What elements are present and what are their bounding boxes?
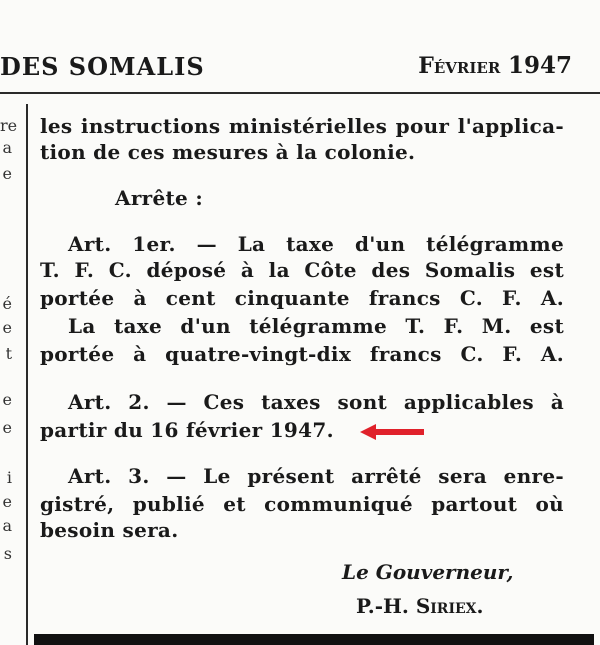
left-column-fragment: s	[3, 544, 12, 563]
article-1-line: portée à quatre-vingt-dix francs C. F. A.	[40, 342, 564, 366]
left-column-fragment: e	[2, 390, 12, 409]
article-3-line: besoin sera.	[40, 518, 179, 542]
left-column-fragment: é	[2, 294, 12, 313]
running-header-title: DES SOMALIS	[0, 52, 205, 81]
signature-title: Le Gouverneur,	[342, 560, 514, 584]
article-3-line: Art. 3. — Le présent arrêté sera enre-	[68, 464, 564, 488]
left-column-fragment: a	[2, 138, 12, 157]
column-separator	[26, 104, 28, 645]
text-line: les instructions ministérielles pour l'applica-	[40, 114, 564, 138]
article-1-line: T. F. C. déposé à la Côte des Somalis est	[40, 258, 564, 282]
left-column-fragment: t	[5, 344, 12, 363]
arrete-heading: Arrête :	[115, 186, 204, 210]
bottom-rule	[34, 634, 594, 645]
left-column-fragment: e	[2, 492, 12, 511]
article-1-line: portée à cent cinquante francs C. F. A.	[40, 286, 564, 310]
left-column-fragment: a	[2, 516, 12, 535]
left-column-fragment: e	[2, 418, 12, 437]
left-column-fragment: re	[0, 116, 18, 135]
left-column-fragment: e	[2, 318, 12, 337]
article-1-line: La taxe d'un télégramme T. F. M. est	[68, 314, 564, 338]
article-1-line: Art. 1er. — La taxe d'un télégramme	[68, 232, 564, 256]
arrow-head	[360, 424, 376, 440]
article-2-line: Art. 2. — Ces taxes sont applicables à	[68, 390, 564, 414]
left-column-fragment: e	[2, 164, 12, 183]
left-column-fragment: i	[6, 468, 12, 487]
header-rule	[0, 92, 600, 94]
article-2-line: partir du 16 février 1947.	[40, 418, 334, 442]
arrow-shaft	[372, 429, 424, 435]
header-year: 1947	[507, 52, 572, 79]
header-month: Février	[418, 53, 501, 79]
article-3-line: gistré, publié et communiqué partout où	[40, 492, 564, 516]
running-header-date	[418, 52, 572, 79]
red-arrow-annotation	[360, 422, 426, 442]
signature-name: P.-H. Siriex.	[356, 594, 484, 618]
text-line: tion de ces mesures à la colonie.	[40, 140, 416, 164]
